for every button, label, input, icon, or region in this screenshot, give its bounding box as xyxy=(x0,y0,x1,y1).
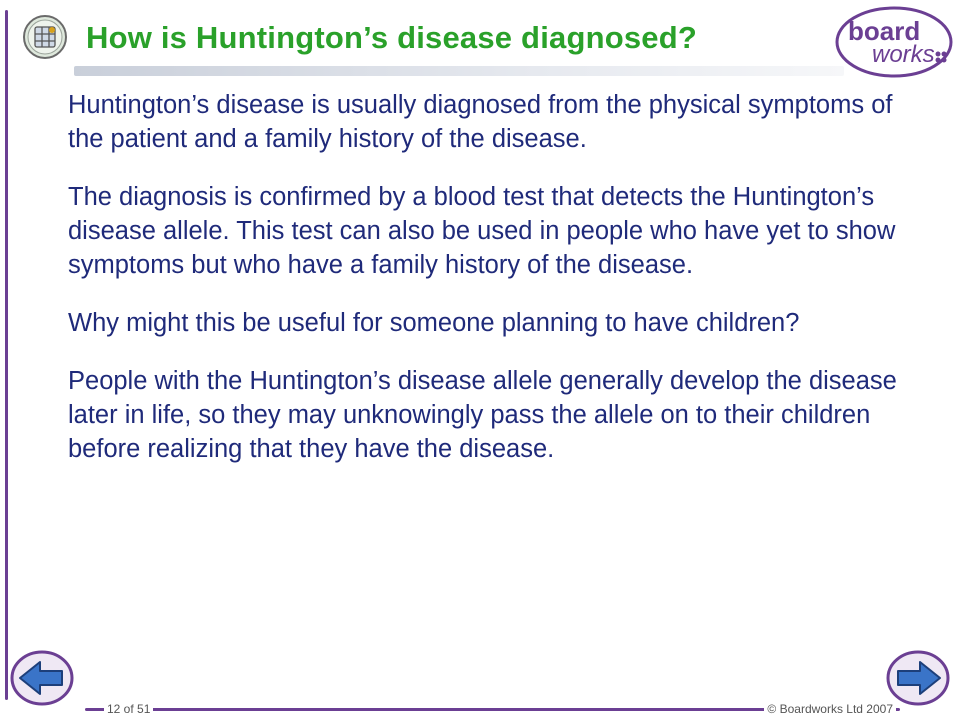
page-indicator: 12 of 51 xyxy=(104,702,153,716)
frame-left-border xyxy=(5,10,8,700)
title-bar xyxy=(12,6,832,76)
paragraph-question: Why might this be useful for someone planning to have children? xyxy=(68,309,800,337)
paragraph-blood-test: The diagnosis is confirmed by a blood test that detects the Huntington’s disease allele. This test can also be used in people who have yet to show symptoms but who have a family history of the disease. xyxy=(68,183,896,279)
paragraph-diagnosis-intro: Huntington’s disease is usually diagnosed from the physical symptoms of the patient and a family history of the disease. xyxy=(68,91,893,153)
previous-slide-button[interactable] xyxy=(10,650,74,706)
cell-model-icon xyxy=(22,14,68,60)
copyright-notice: © Boardworks Ltd 2007 xyxy=(764,702,896,716)
page-title: How is Huntington’s disease diagnosed? xyxy=(86,20,698,55)
boardworks-logo xyxy=(834,4,956,80)
logo-text-works: works xyxy=(872,41,935,68)
logo-text-board: board xyxy=(848,16,921,46)
paragraph-answer: People with the Huntington’s disease allele generally develop the disease later in life, so they may unknowingly pass the allele on to their children before realizing that they have the disease. xyxy=(68,367,897,463)
title-underline xyxy=(74,66,844,76)
slide-body xyxy=(68,88,928,486)
next-slide-button[interactable] xyxy=(886,650,950,706)
